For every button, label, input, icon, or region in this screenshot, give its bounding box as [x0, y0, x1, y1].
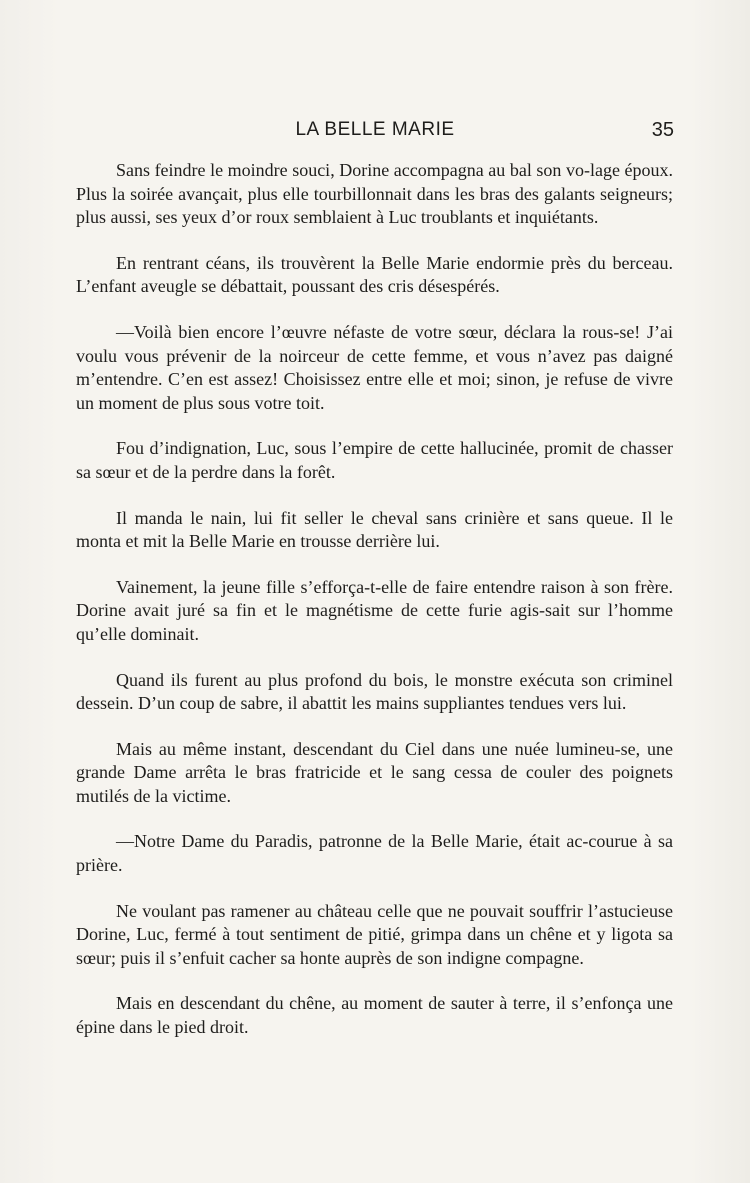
- paragraph: En rentrant céans, ils trouvèrent la Belle Marie endormie près du berceau. L’enfant aveugle se débattait, poussant des cris désespérés.: [76, 252, 673, 297]
- paragraph: —Notre Dame du Paradis, patronne de la Belle Marie, était ac-courue à sa prière.: [76, 831, 673, 876]
- paragraph: Mais en descendant du chêne, au moment de sauter à terre, il s’enfonça une épine dans le pied droit.: [76, 993, 673, 1038]
- paragraph: Sans feindre le moindre souci, Dorine accompagna au bal son vo-lage époux. Plus la soirée avançait, plus elle tourbillonnait dans les bras des galants seigneurs; plus aussi, ses yeux d’or roux semblaient à Luc troublants et inquiétants.: [76, 160, 673, 228]
- paragraph: Mais au même instant, descendant du Ciel dans une nuée lumineu-se, une grande Dame arrêta le bras fratricide et le sang cessa de couler des poignets mutilés de la victime.: [76, 738, 673, 806]
- body-text: [76, 159, 673, 1062]
- paragraph: Quand ils furent au plus profond du bois, le monstre exécuta son criminel dessein. D’un coup de sabre, il abattit les mains suppliantes tendues vers lui.: [76, 669, 673, 714]
- page-header: [76, 118, 674, 148]
- page-number: 35: [651, 119, 674, 141]
- paragraph: Vainement, la jeune fille s’efforça-t-elle de faire entendre raison à son frère. Dorine avait juré sa fin et le magnétisme de cette furie agis-sait sur l’homme qu’elle dominait.: [76, 576, 673, 644]
- paragraph: —Voilà bien encore l’œuvre néfaste de votre sœur, déclara la rous-se! J’ai voulu vous prévenir de la noirceur de cette femme, et vous n’avez pas daigné m’entendre. C’en est assez! Choisissez entre elle et moi; sinon, je refuse de vivre un moment de plus sous votre toit.: [76, 321, 673, 413]
- paragraph: Il manda le nain, lui fit seller le cheval sans crinière et sans queue. Il le monta et mit la Belle Marie en trousse derrière lui.: [76, 507, 673, 552]
- paragraph: Ne voulant pas ramener au château celle que ne pouvait souffrir l’astucieuse Dorine, Luc, fermé à tout sentiment de pitié, grimpa dans un chêne et y ligota sa sœur; puis il s’enfuit cacher sa honte auprès de son indigne compagne.: [76, 900, 673, 968]
- paragraph: Fou d’indignation, Luc, sous l’empire de cette hallucinée, promit de chasser sa sœur et de la perdre dans la forêt.: [76, 438, 673, 482]
- running-title: LA BELLE MARIE: [295, 119, 455, 140]
